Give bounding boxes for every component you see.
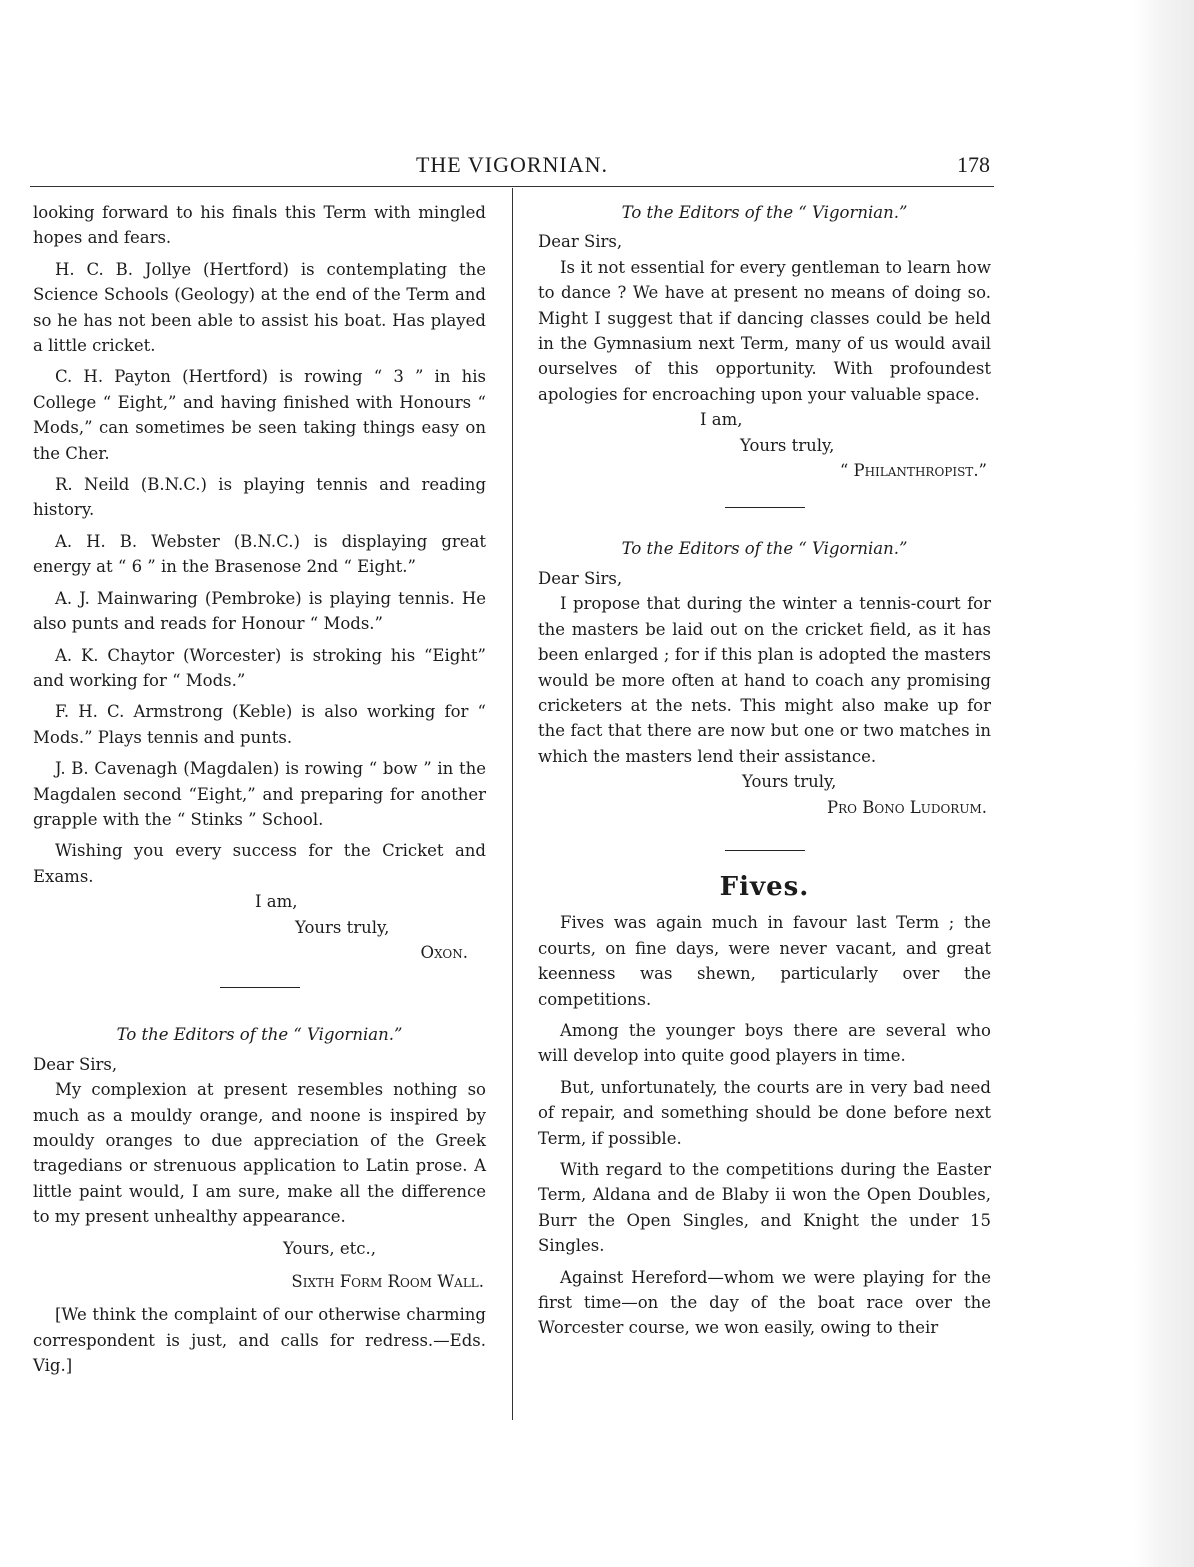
signature-text: Pro Bono Ludorum. <box>827 797 987 817</box>
closing-line: I am, <box>700 410 743 430</box>
closing-line: Yours, etc., <box>283 1238 376 1258</box>
paragraph: A. H. B. Webster (B.N.C.) is displaying great energy at “ 6 ” in the Brasenose 2nd “ Eight.” <box>33 531 486 577</box>
letter-heading: To the Editors of the “ Vigornian.” <box>621 203 908 222</box>
signature-text: Sixth Form Room Wall. <box>291 1272 484 1292</box>
signature-text: “ Philanthropist.” <box>839 461 987 481</box>
right-column <box>538 200 991 1347</box>
letter-body: I propose that during the winter a tennis-court for the masters be laid out on the cricket field, as it has been enlarged ; for if this plan is adopted the masters would be more often at hand to coach any promising cricketers at the nets. This might also make up for the fact that there are now but one or two matches in which the masters lend their assistance. <box>538 594 991 766</box>
paragraph: Among the younger boys there are several who will develop into quite good players in time. <box>538 1020 991 1066</box>
paragraph: R. Neild (B.N.C.) is playing tennis and reading history. <box>33 475 486 520</box>
letter-heading: To the Editors of the “ Vigornian.” <box>116 1025 403 1045</box>
signature <box>33 1269 486 1294</box>
column-divider <box>512 188 513 1420</box>
closing-line: I am, <box>255 892 298 912</box>
letter-body: Is it not essential for every gentleman to learn how to dance ? We have at present no means of doing so. Might I suggest that if dancing classes could be held in the Gymnasium next Term, many of us would avail ourselves of this opportunity. With profoundest apologies for encroaching upon your valuable space. <box>538 257 991 404</box>
page-edge-shadow <box>1134 0 1194 1567</box>
signature: Oxon. <box>420 942 468 962</box>
letter-body: My complexion at present resembles nothing so much as a mouldy orange, and noone is inspired by mouldy oranges to due appreciation of the Greek tragedians or strenuous application to Latin prose. A little paint would, I am sure, make all the difference to my present unhealthy appearance. <box>33 1080 486 1227</box>
paragraph: H. C. B. Jollye (Hertford) is contemplating the Science Schools (Geology) at the end of the Term and so he has not been able to assist his boat. Has played a little cricket. <box>33 259 486 356</box>
paragraph: Against Hereford—whom we were playing for the first time—on the day of the boat race over the Worcester course, we won easily, owing to their <box>538 1267 991 1338</box>
paragraph: Wishing you every success for the Cricket and Exams. <box>33 841 486 886</box>
paragraph: C. H. Payton (Hertford) is rowing “ 3 ” in his College “ Eight,” and having finished with Honours “ Mods,” can sometimes be seen taking things easy on the Cher. <box>33 367 486 463</box>
running-header <box>30 152 994 186</box>
closing-line: Yours truly, <box>295 917 390 937</box>
signature <box>538 795 991 820</box>
editors-note: [We think the complaint of our otherwise charming correspondent is just, and calls for redress.—Eds. Vig.] <box>33 1305 486 1376</box>
paragraph: F. H. C. Armstrong (Keble) is also working for “ Mods.” Plays tennis and punts. <box>33 702 486 747</box>
salutation: Dear Sirs, <box>538 568 623 588</box>
closing-line: Yours truly, <box>740 435 835 455</box>
left-column <box>33 200 486 1385</box>
salutation: Dear Sirs, <box>538 232 623 252</box>
signature <box>538 458 991 483</box>
paragraph: J. B. Cavenagh (Magdalen) is rowing “ bow ” in the Magdalen second “Eight,” and preparing for another grapple with the “ Stinks ” School. <box>33 759 486 829</box>
section-title: Fives. <box>719 871 810 902</box>
paragraph: With regard to the competitions during the Easter Term, Aldana and de Blaby ii won the Open Doubles, Burr the Open Singles, and Knight the under 15 Singles. <box>538 1160 991 1256</box>
header-rule <box>30 186 994 187</box>
salutation: Dear Sirs, <box>33 1054 118 1074</box>
paragraph: But, unfortunately, the courts are in very bad need of repair, and something should be done before next Term, if possible. <box>538 1077 991 1148</box>
paragraph: Fives was again much in favour last Term ; the courts, on fine days, were never vacant, and great keenness was shewn, particularly over the competitions. <box>538 913 991 1009</box>
paragraph: looking forward to his finals this Term with mingled hopes and fears. <box>33 203 486 248</box>
closing-line: Yours truly, <box>742 772 837 792</box>
paragraph: A. K. Chaytor (Worcester) is stroking his “Eight” and working for “ Mods.” <box>33 645 486 690</box>
journal-title: THE VIGORNIAN. <box>415 152 609 177</box>
page-number: 178 <box>957 152 990 177</box>
letter-heading: To the Editors of the “ Vigornian.” <box>621 539 908 559</box>
paragraph: A. J. Mainwaring (Pembroke) is playing tennis. He also punts and reads for Honour “ Mods.” <box>33 588 486 634</box>
